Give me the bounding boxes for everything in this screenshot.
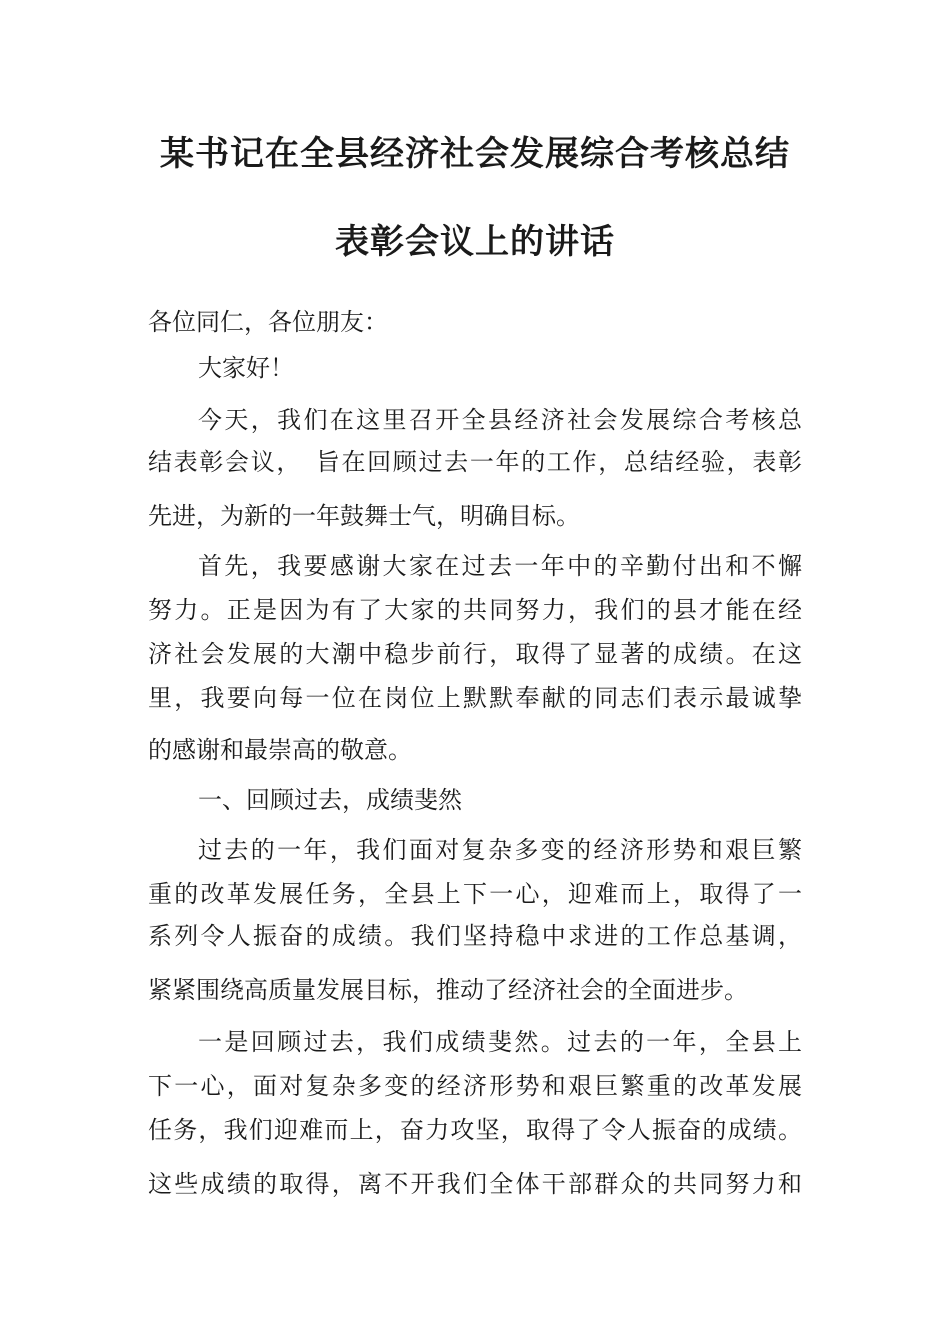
- paragraph-2-line-1: 首先，我要感谢大家在过去一年中的辛勤付出和不懈: [198, 552, 802, 580]
- salutation: 各位同仁，各位朋友：: [148, 308, 388, 336]
- paragraph-1-line-3: 先进，为新的一年鼓舞士气，明确目标。: [148, 502, 580, 530]
- paragraph-4-line-4: 这些成绩的取得，离不开我们全体干部群众的共同努力和: [148, 1170, 802, 1198]
- paragraph-2-line-4: 里，我要向每一位在岗位上默默奉献的同志们表示最诚挚: [148, 684, 802, 712]
- paragraph-3-line-1: 过去的一年，我们面对复杂多变的经济形势和艰巨繁: [198, 836, 802, 864]
- paragraph-2-line-3: 济社会发展的大潮中稳步前行，取得了显著的成绩。在这: [148, 640, 802, 668]
- greeting: 大家好！: [198, 354, 294, 382]
- paragraph-3-line-4: 紧紧围绕高质量发展目标，推动了经济社会的全面进步。: [148, 976, 748, 1004]
- paragraph-3-line-3: 系列令人振奋的成绩。我们坚持稳中求进的工作总基调，: [148, 922, 802, 950]
- paragraph-1-line-1: 今天，我们在这里召开全县经济社会发展综合考核总: [198, 406, 802, 434]
- document-title-line-2: 表彰会议上的讲话: [335, 222, 615, 262]
- paragraph-3-line-2: 重的改革发展任务，全县上下一心，迎难而上，取得了一: [148, 880, 802, 908]
- paragraph-2-line-2: 努力。正是因为有了大家的共同努力，我们的县才能在经: [148, 596, 802, 624]
- paragraph-4-line-2: 下一心，面对复杂多变的经济形势和艰巨繁重的改革发展: [148, 1072, 802, 1100]
- document-title-line-1: 某书记在全县经济社会发展综合考核总结: [160, 134, 790, 174]
- paragraph-4-line-3: 任务，我们迎难而上，奋力攻坚，取得了令人振奋的成绩。: [148, 1116, 802, 1144]
- paragraph-4-line-1: 一是回顾过去，我们成绩斐然。过去的一年，全县上: [198, 1028, 802, 1056]
- section-heading-1: 一、回顾过去，成绩斐然: [198, 786, 462, 814]
- paragraph-1-line-2: 结表彰会议， 旨在回顾过去一年的工作，总结经验，表彰: [148, 448, 802, 476]
- paragraph-2-line-5: 的感谢和最崇高的敬意。: [148, 736, 412, 764]
